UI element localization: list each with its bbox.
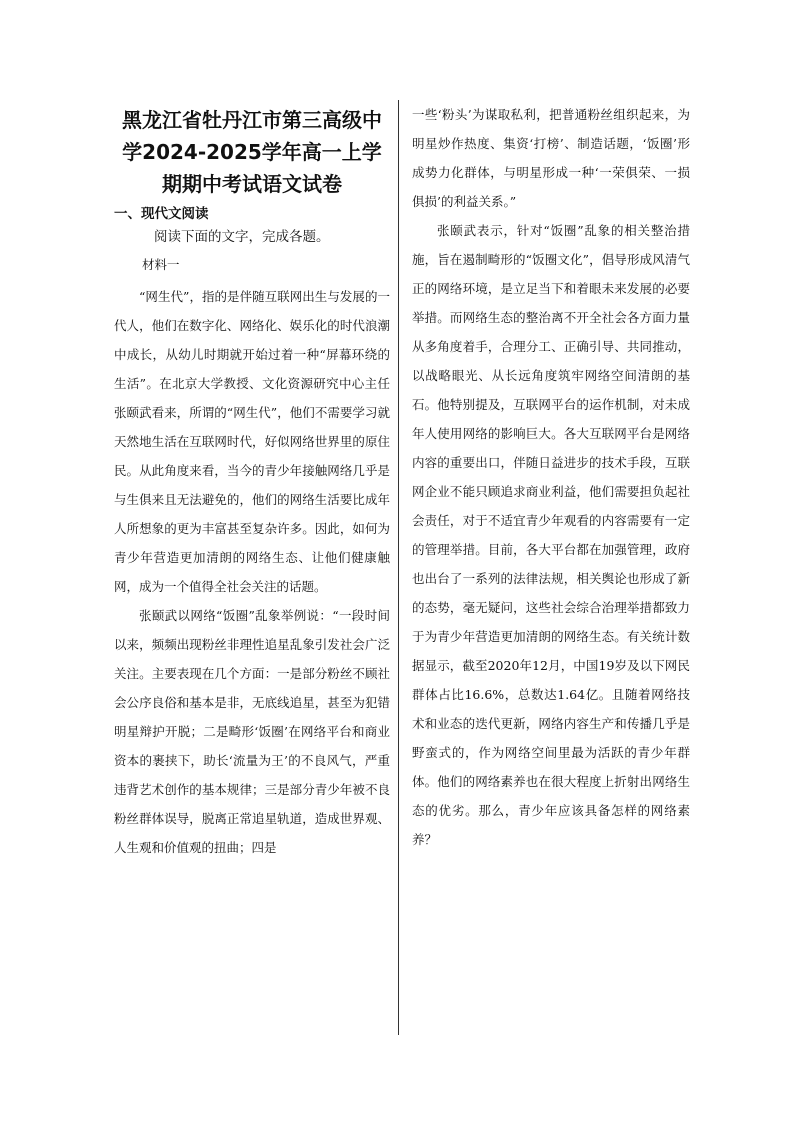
right-column [412,100,690,854]
paragraph: 张颐武表示，针对“饭圈”乱象的相关整治措施，旨在遏制畸形的“饭圈文化”，倡导形成风清气正的网络环境，是立足当下和着眼未来发展的必要举措。而网络生态的整治离不开全社会各方面力量从多角度着手，合理分工、正确引导、共同推动，以战略眼光、从长远角度筑牢网络空间清朗的基石。他特别提及，互联网平台的运作机制，对未成年人使用网络的影响巨大。各大互联网平台是网络内容的重要出口，伴随日益进步的技术手段，互联网企业不能只顾追求商业利益，他们需要担负起社会责任，对于不适宜青少年观看的内容需要有一定的管理举措。目前，各大平台都在加强管理，政府也出台了一系列的法律法规，相关舆论也形成了新的态势，毫无疑问，这些社会综合治理举措都致力于为青少年营造更加清朗的网络生态。有关统计数据显示，截至2020年12月，中国19岁及以下网民群体占比16.6%，总数达1.64亿。且随着网络技术和业态的迭代更新，网络内容生产和传播几乎是野蛮式的，作为网络空间里最为活跃的青少年群体。他们的网络素养也在很大程度上折射出网络生态的优劣。那么，青少年应该具备怎样的网络素养？ [412,223,690,847]
paragraph: 张颐武以网络“饭圈”乱象举例说：“一段时间以来，频频出现粉丝非理性追星乱象引发社会广泛关注。主要表现在几个方面：一是部分粉丝不顾社会公序良俗和基本是非，无底线追星，甚至为犯错明星辩护开脱；二是畸形‘饭圈’在网络平台和商业资本的裹挟下，助长‘流量为王’的不良风气，严重违背艺术创作的基本规律；三是部分青少年被不良粉丝群体误导，脱离正常追星轨道，造成世界观、人生观和价值观的扭曲；四是 [114,608,390,855]
column-divider [398,100,399,1035]
left-column [114,100,390,862]
instruction-text: 阅读下面的文字，完成各题。 [154,229,330,245]
page-title: 黑龙江省牡丹江市第三高级中学2024-2025学年高一上学期期中考试语文试卷 [122,108,382,196]
material-label: 材料一 [142,257,180,272]
paragraph: “网生代”，指的是伴随互联网出生与发展的一代人，他们在数字化、网络化、娱乐化的时代浪潮中成长，从幼儿时期就开始过着一种“屏幕环绕的生活”。在北京大学教授、文化资源研究中心主任张颐武看来，所谓的“网生代”，他们不需要学习就天然地生活在互联网时代，好似网络世界里的原住民。从此角度来看，当今的青少年接触网络几乎是与生俱来且无法避免的，他们的网络生活要比成年人所想象的更为丰富甚至复杂许多。因此，如何为青少年营造更加清朗的网络生态、让他们健康触网，成为一个值得全社会关注的话题。 [114,289,390,594]
section-heading: 一、现代文阅读 [114,206,209,222]
paragraph-continued: 一些‘粉头’为谋取私利，把普通粉丝组织起来，为明星炒作热度、集资‘打榜’、制造话题，‘饭圈’形成势力化群体，与明星形成一种‘一荣俱荣、一损俱损’的利益关系。” [412,107,690,209]
